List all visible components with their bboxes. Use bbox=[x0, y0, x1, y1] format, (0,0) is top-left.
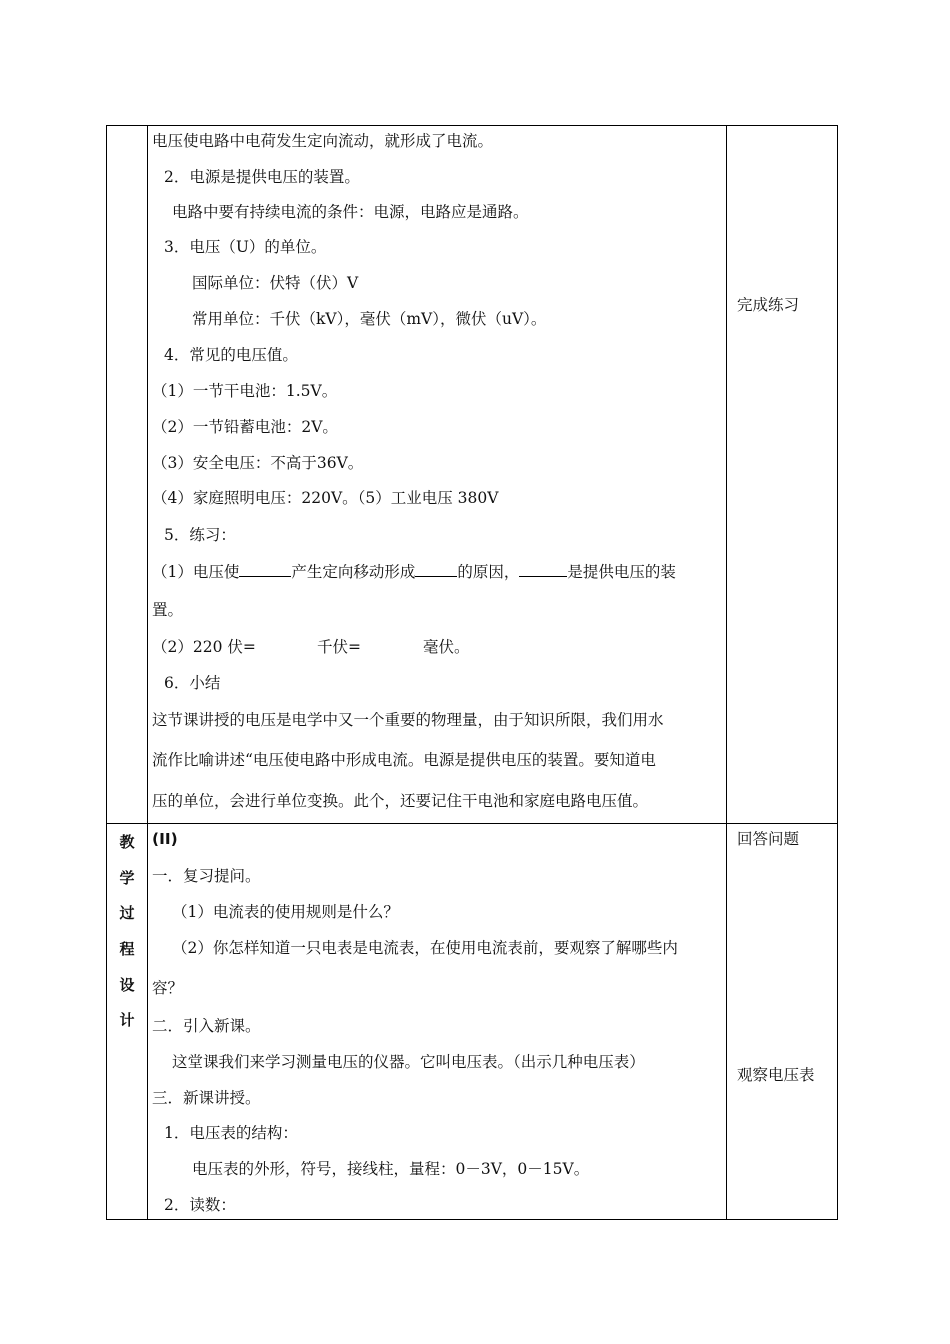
exercise-1-wrap: 置。 bbox=[152, 601, 184, 619]
content-line: 4．常见的电压值。 bbox=[164, 346, 298, 364]
left-label-char: 设 bbox=[119, 976, 135, 994]
summary-line: 流作比喻讲述“电压使电路中形成电流。电源是提供电压的装置。要知道电 bbox=[152, 751, 656, 769]
content-line: 5．练习： bbox=[164, 526, 236, 544]
section2-line: （2）你怎样知道一只电表是电流表，在使用电流表前，要观察了解哪些内 bbox=[172, 939, 678, 957]
exercise-1-text: （1）电压使 bbox=[152, 563, 240, 581]
column-divider-left bbox=[147, 126, 148, 1219]
content-line: （2）一节铅蓄电池：2V。 bbox=[152, 418, 338, 436]
content-line: 电压使电路中电荷发生定向流动，就形成了电流。 bbox=[152, 132, 494, 150]
section2-line: 三．新课讲授。 bbox=[152, 1089, 261, 1107]
row-divider bbox=[107, 823, 837, 824]
exercise-1-text: 产生定向移动形成 bbox=[291, 563, 416, 581]
section2-line: 二．引入新课。 bbox=[152, 1017, 261, 1035]
exercise-2-part2: 千伏= bbox=[317, 638, 361, 656]
content-line: 电路中要有持续电流的条件：电源，电路应是通路。 bbox=[172, 203, 529, 221]
exercise-1-text: 的原因， bbox=[457, 563, 520, 581]
section2-line: 这堂课我们来学习测量电压的仪器。它叫电压表。（出示几种电压表） bbox=[172, 1053, 645, 1071]
section2-line: (II) bbox=[152, 830, 178, 848]
side-note-practice: 完成练习 bbox=[737, 296, 800, 314]
exercise-2-part1: （2）220 伏= bbox=[152, 638, 256, 656]
summary-line: 这节课讲授的电压是电学中又一个重要的物理量，由于知识所限，我们用水 bbox=[152, 711, 664, 729]
exercise-1-text: 是提供电压的装 bbox=[567, 563, 676, 581]
section2-line: 一．复习提问。 bbox=[152, 867, 261, 885]
content-line: （4）家庭照明电压：220V。（5）工业电压 380V bbox=[152, 489, 499, 507]
left-label-char: 学 bbox=[119, 869, 135, 887]
content-line: 2．电源是提供电压的装置。 bbox=[164, 168, 360, 186]
side-note-observe: 观察电压表 bbox=[737, 1066, 815, 1084]
section2-line: （1）电流表的使用规则是什么？ bbox=[172, 903, 399, 921]
lesson-table bbox=[106, 125, 838, 1220]
exercise-blank bbox=[415, 560, 457, 577]
summary-title: 6．小结 bbox=[164, 674, 221, 692]
left-label-char: 程 bbox=[119, 940, 135, 958]
exercise-blank bbox=[519, 560, 567, 577]
section2-line: 电压表的外形，符号，接线柱，量程：0－3V，0－15V。 bbox=[192, 1160, 590, 1178]
content-line: 常用单位：千伏（kV），毫伏（mV），微伏（uV）。 bbox=[192, 310, 547, 328]
exercise-1 bbox=[152, 560, 676, 582]
left-label-char: 教 bbox=[119, 833, 135, 851]
content-line: （3）安全电压：不高于36V。 bbox=[152, 454, 364, 472]
content-line: 国际单位：伏特（伏）V bbox=[192, 274, 359, 292]
left-label-char: 过 bbox=[119, 904, 135, 922]
left-label-char: 计 bbox=[119, 1011, 135, 1029]
section2-line: 2．读数： bbox=[164, 1196, 236, 1214]
section2-line: 1．电压表的结构： bbox=[164, 1124, 298, 1142]
exercise-2-part3: 毫伏。 bbox=[423, 638, 470, 656]
content-line: （1）一节干电池：1.5V。 bbox=[152, 382, 338, 400]
section2-line: 容？ bbox=[152, 979, 184, 997]
side-note-answer: 回答问题 bbox=[737, 830, 800, 848]
column-divider-right bbox=[726, 126, 727, 1219]
summary-line: 压的单位，会进行单位变换。此个，还要记住干电池和家庭电路电压值。 bbox=[152, 792, 649, 810]
exercise-blank bbox=[239, 560, 291, 577]
content-line: 3．电压（U）的单位。 bbox=[164, 238, 327, 256]
